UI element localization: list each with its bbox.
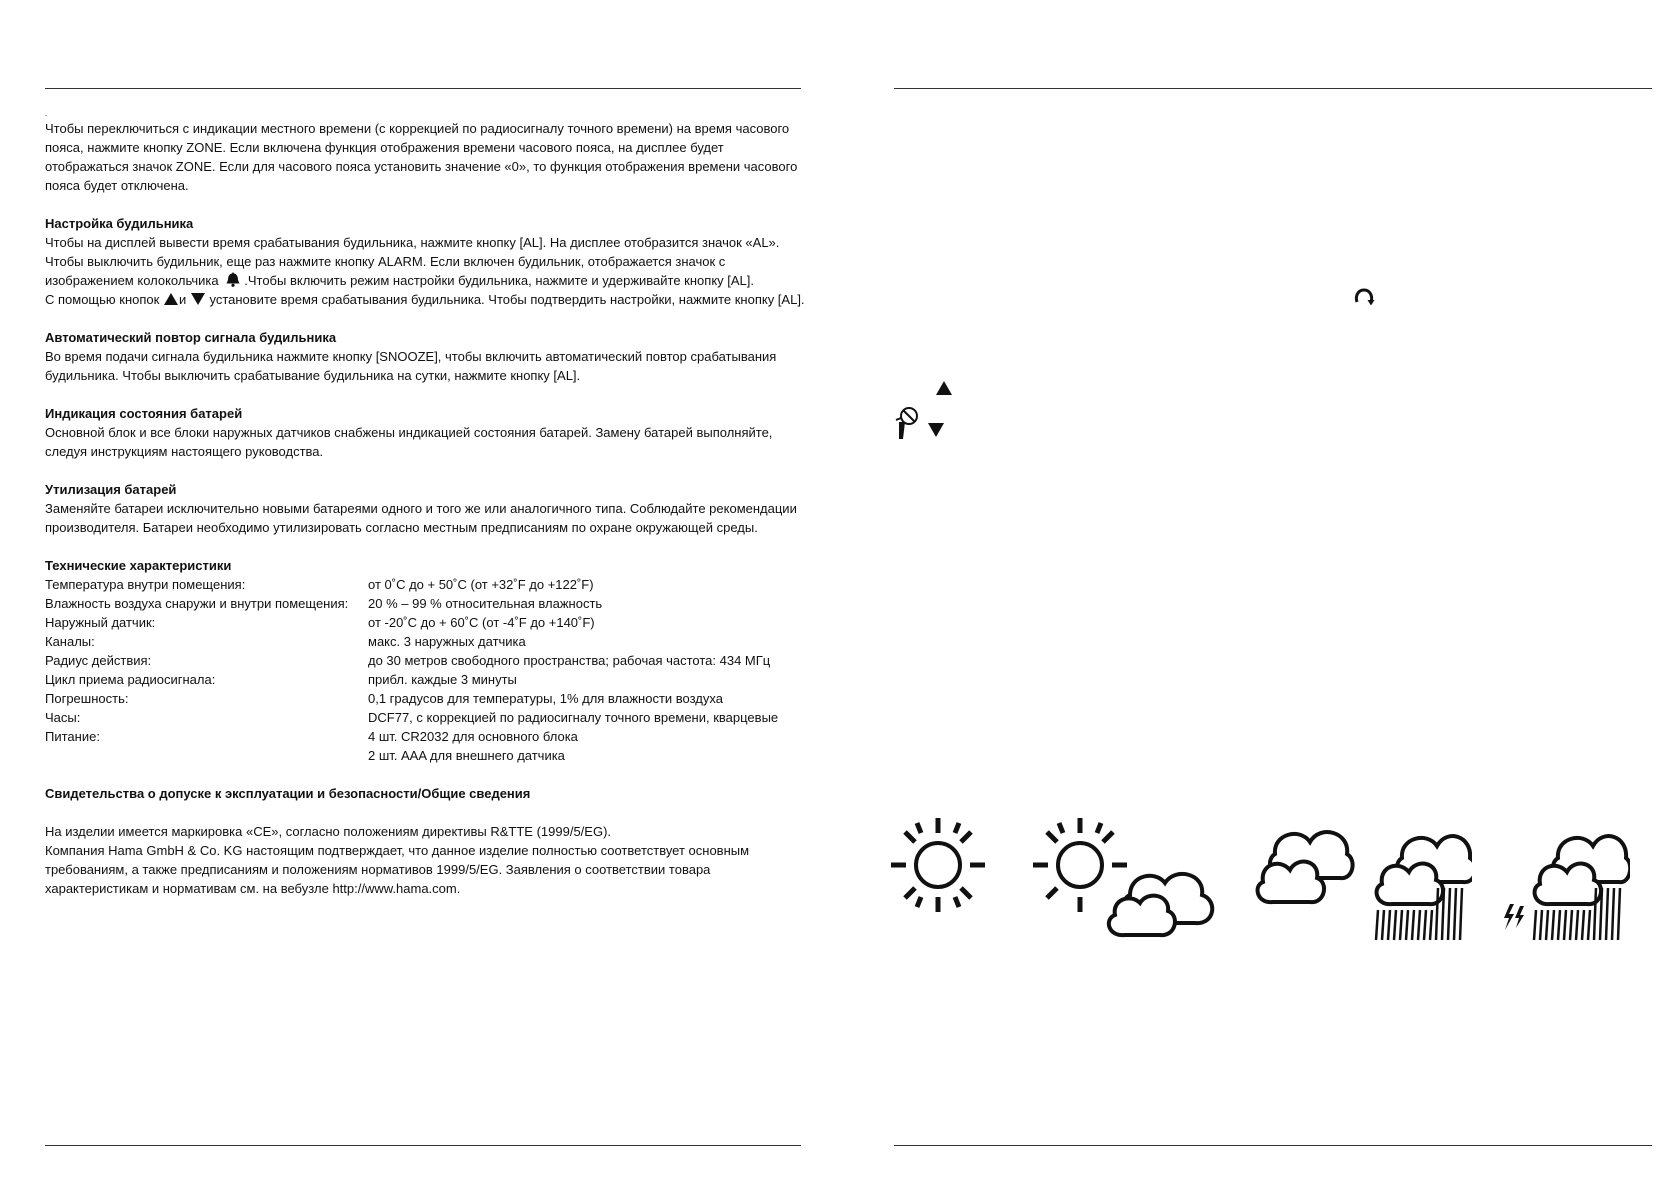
down-triangle-icon [190, 292, 206, 306]
stray-dot: . [45, 109, 48, 118]
battery-disposal-text: Заменяйте батареи исключительно новыми батареями одного и того же или аналогичного типа. Соблюдайте рекомендации производителя. Батареи необходимо утилизировать согласно местным предписаниям по охране окружающей среды. [45, 501, 797, 535]
spec-value: макс. 3 наружных датчика [368, 634, 526, 649]
snooze-section [45, 328, 805, 385]
up-triangle-icon [163, 292, 179, 306]
spec-value: прибл. каждые 3 минуты [368, 672, 517, 687]
bell-icon [222, 271, 244, 287]
spec-label: Погрешность: [45, 691, 129, 706]
spec-label: Температура внутри помещения: [45, 577, 246, 592]
spec-value: 4 шт. CR2032 для основного блока [368, 729, 578, 744]
top-rule-right [894, 88, 1652, 89]
battery-state-section [45, 404, 805, 461]
certs-heading: Свидетельства о допуске к эксплуатации и безопасности/Общие сведения [45, 786, 531, 801]
spec-value: 0,1 градусов для температуры, 1% для влажности воздуха [368, 691, 723, 706]
bottom-rule-right [894, 1145, 1652, 1146]
battery-state-heading: Индикация состояния батарей [45, 406, 243, 421]
specs-table [45, 575, 805, 765]
specs-heading: Технические характеристики [45, 558, 232, 573]
spec-label: Питание: [45, 729, 100, 744]
alarm-text-4: и [178, 292, 187, 307]
intro-text: Чтобы переключиться с индикации местного времени (с коррекцией по радиосигналу точного времени) на время часового пояса, нажмите кнопку ZONE. Если включена функция отображения времени часового пояса, на дисплее будет отображаться значок ZONE. Если для часового пояса установить значение «0», то функция отображения времени часового пояса будет отключена. [45, 121, 798, 193]
battery-disposal-section [45, 480, 805, 537]
spec-label: Каналы: [45, 634, 95, 649]
spec-value: от 0˚C до + 50˚C (от +32˚F до +122˚F) [368, 577, 594, 592]
alarm-text [45, 233, 805, 309]
alarm-text-1: Чтобы на дисплей вывести время срабатывания будильника, нажмите кнопку [AL]. На дисплее отобразится значок «AL». Чтобы выключить будильник, еще раз нажмите кнопку ALARM. Если включен будильник, отображается значок с изображением колокольчика [45, 235, 780, 288]
bottom-rule-left [45, 1145, 801, 1146]
alarm-text-5: установите время срабатывания будильника. Чтобы подтвердить настройки, нажмите кнопку [AL]. [209, 292, 805, 307]
spec-label: Радиус действия: [45, 653, 152, 668]
alarm-text-3: С помощью кнопок [45, 292, 160, 307]
spec-label: Цикл приема радиосигнала: [45, 672, 216, 687]
spec-label [45, 746, 368, 765]
spec-label: Часы: [45, 710, 81, 725]
storm-icon [1500, 828, 1630, 943]
radio-tower-icon [893, 406, 921, 440]
sunny-icon [888, 815, 988, 915]
spec-value: до 30 метров свободного пространства; рабочая частота: 434 МГц [368, 653, 771, 668]
spec-value: 2 шт. AAA для внешнего датчика [368, 748, 565, 763]
certs-text-1: На изделии имеется маркировка «CE», согласно положениям директивы R&TTE (1999/5/EG). [45, 824, 612, 839]
cloudy-icon [1255, 822, 1355, 912]
rainy-icon [1372, 828, 1472, 943]
up-triangle-icon [935, 380, 953, 396]
spec-value: 20 % – 99 % относительная влажность [368, 596, 603, 611]
spec-label: Наружный датчик: [45, 615, 156, 630]
alarm-heading: Настройка будильника [45, 216, 194, 231]
certs-section [45, 784, 805, 898]
battery-state-text: Основной блок и все блоки наружных датчиков снабжены индикацией состояния батарей. Замену батарей выполняйте, следуя инструкциям настоящего руководства. [45, 425, 773, 459]
snooze-text: Во время подачи сигнала будильника нажмите кнопку [SNOOZE], чтобы включить автоматический повтор срабатывания будильника. Чтобы выключить срабатывание будильника на сутки, нажмите кнопку [AL]. [45, 349, 777, 383]
partly-cloudy-icon [1030, 815, 1220, 940]
alarm-section [45, 214, 805, 309]
spec-value: DCF77, с коррекцией по радиосигналу точного времени, кварцевые [368, 710, 779, 725]
specs-section [45, 556, 805, 765]
spec-label: Влажность воздуха снаружи и внутри помещения: [45, 596, 349, 611]
top-rule-left [45, 88, 801, 89]
alarm-text-2: .Чтобы включить режим настройки будильника, нажмите и удерживайте кнопку [AL]. [244, 273, 755, 288]
battery-disposal-heading: Утилизация батарей [45, 482, 177, 497]
snooze-heading: Автоматический повтор сигнала будильника [45, 330, 337, 345]
refresh-icon [1352, 286, 1376, 308]
left-page [45, 108, 805, 917]
intro-block [45, 119, 805, 195]
certs-text-2: Компания Hama GmbH & Co. KG настоящим подтверждает, что данное изделие полностью соответствует основным требованиям, а также предписаниям и положениям нормативов 1999/5/EG. Заявления о соответствии товара характеристикам и нормативам см. на вебузле http://www.hama.com. [45, 843, 750, 896]
spec-value: от -20˚C до + 60˚C (от -4˚F до +140˚F) [368, 615, 595, 630]
down-triangle-icon [927, 422, 945, 438]
